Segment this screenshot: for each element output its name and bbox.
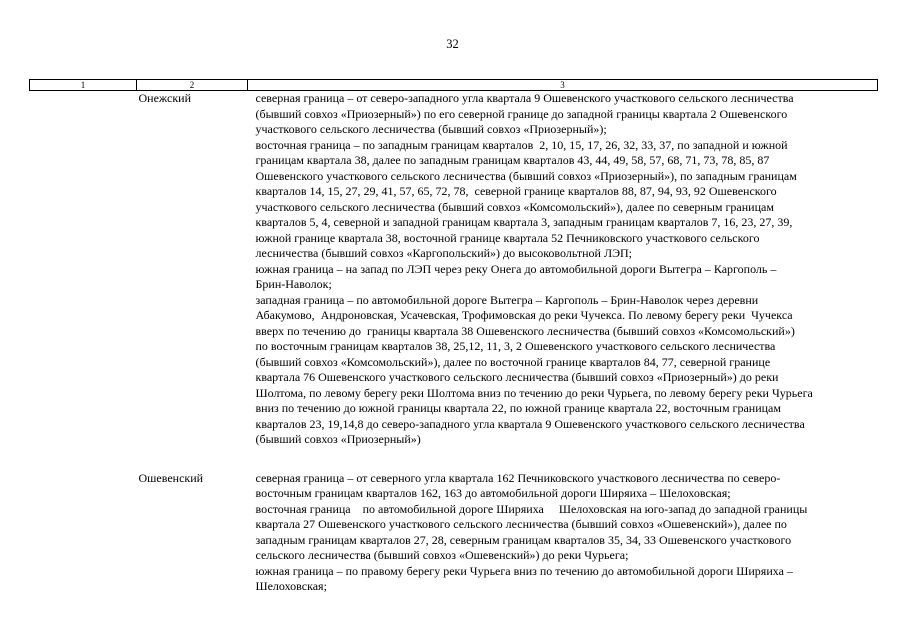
description-line: вверх по течению до границы квартала 38 Ошевенского лесничества (бывший совхоз «Комсомольский») (255, 323, 795, 338)
description-line: восточная граница – по западным границам кварталов 2, 10, 15, 17, 26, 32, 33, 37, по западной и южной (255, 137, 788, 152)
description-line: границам квартала 38, далее по западным границам кварталов 43, 44, 49, 58, 57, 68, 71, 73, 78, 85, 87 (255, 153, 770, 167)
description-line: северная граница – от северного угла квартала 162 Печниковского участкового лесничества по северо- (255, 470, 781, 485)
region-name: Ошевенский (138, 470, 204, 485)
description-line: северная граница – от северо-западного угла квартала 9 Ошевенского участкового сельского лесничества (255, 91, 794, 105)
description-line: участкового сельского лесничества (бывший совхоз «Комсомольский»), далее по северным границам (255, 199, 774, 214)
region-name: Онежский (138, 91, 191, 105)
description-line: кварталов 14, 15, 27, 29, 41, 57, 65, 72, 78, северной границе кварталов 88, 87, 94, 93, 92 Ошевенского (255, 184, 777, 198)
description-line: восточным границам кварталов 162, 163 до автомобильной дороги Ширяиха – Шелоховская; (255, 486, 731, 500)
row-spacer (30, 448, 878, 471)
description-line: лесничества (бывший совхоз «Каргопольский») до высоковольтной ЛЭП; (255, 246, 633, 260)
table-row (30, 91, 878, 448)
description-line: кварталов 5, 4, северной и западной границам квартала 3, западным границам кварталов 7, 16, 23, 27, 39, (255, 215, 793, 229)
description-line: кварталов 23, 19,14,8 до северо-западного угла квартала 9 Ошевенского участкового сельского лесничества (255, 416, 805, 431)
description-line: сельского лесничества (бывший совхоз «Ошевенский») до реки Чурьега; (255, 548, 629, 562)
description-line: по восточным границам кварталов 38, 25,12, 11, 3, 2 Ошевенского участкового сельского лесничества (255, 339, 776, 353)
description-line: (бывший совхоз «Комсомольский»), далее по восточной границе кварталов 84, 77, северной границе (255, 354, 771, 369)
description-line: квартала 27 Ошевенского участкового сельского лесничества (бывший совхоз «Ошевенский»), далее по (255, 517, 787, 531)
description-line: (бывший совхоз «Приозерный») (255, 432, 421, 446)
column-header-1: 1 (30, 80, 137, 91)
description-line: Шелоховская; (255, 579, 327, 593)
table-header-row (30, 80, 878, 91)
page-number: 32 (446, 37, 459, 51)
description-line: участкового сельского лесничества (бывший совхоз «Приозерный»); (255, 122, 607, 136)
description-line: южной границе квартала 38, восточной границе квартала 52 Печниковского участкового сельского (255, 230, 760, 245)
description-line: южная граница – по правому берегу реки Чурьега вниз по течению до автомобильной дороги Ширяиха – (255, 563, 793, 578)
description-line: восточная граница по автомобильной дороге Ширяиха Шелоховская на юго-запад до западной границы (255, 501, 808, 516)
boundary-description (248, 91, 878, 448)
empty-cell (30, 471, 137, 595)
table-row (30, 471, 878, 595)
description-line: Брин-Наволок; (255, 277, 332, 291)
column-header-3: 3 (248, 80, 878, 91)
empty-cell (30, 91, 137, 448)
description-line: вниз по течению до южной границы квартала 22, по южной границе квартала 22, восточным границам (255, 401, 781, 415)
description-line: Абакумово, Андроновская, Усачевская, Трофимовская до реки Чучекса. По левому берегу реки Чучекса (255, 308, 793, 322)
column-header-2: 2 (137, 80, 248, 91)
description-line: южная граница – на запад по ЛЭП через реку Онега до автомобильной дороги Вытегра – Каргополь – (255, 261, 777, 276)
description-line: (бывший совхоз «Приозерный») по его северной границе до западной границы квартала 2 Ошевенского (255, 106, 788, 121)
description-line: Шолтома, по левому берегу реки Шолтома вниз по течению до реки Чурьега, по левому берегу реки Чурьега (255, 385, 813, 400)
description-line: квартала 76 Ошевенского участкового сельского лесничества (бывший совхоз «Приозерный») до реки (255, 370, 779, 384)
boundaries-table (29, 79, 878, 595)
boundary-description (248, 471, 878, 595)
description-line: западным границам кварталов 27, 28, северным границам кварталов 35, 34, 33 Ошевенского участкового (255, 532, 792, 547)
description-line: Ошевенского участкового сельского лесничества (бывший совхоз «Приозерный»), по западным границам (255, 168, 797, 183)
description-line: западная граница – по автомобильной дороге Вытегра – Каргополь – Брин-Наволок через деревни (255, 292, 759, 307)
